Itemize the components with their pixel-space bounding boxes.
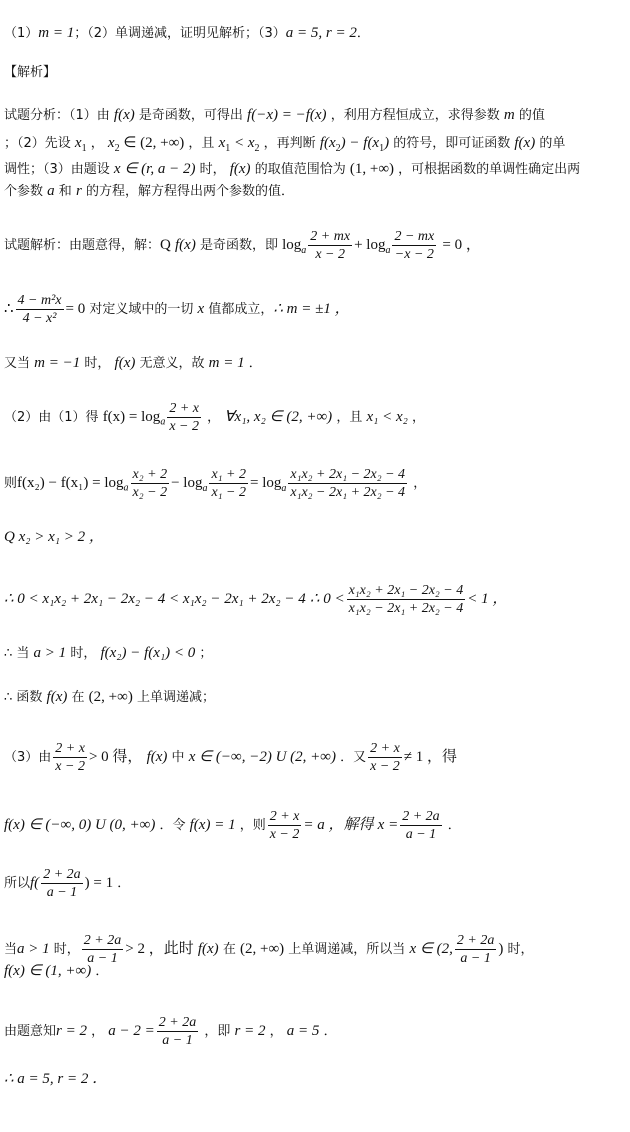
- solution-final-answer: ∴ a = 5, r = 2 ．: [4, 1071, 108, 1087]
- analysis-line-1: [4, 106, 626, 125]
- solution-paren: ): [498, 941, 504, 957]
- fraction: $\frac{\text{4 − m²x}}{\text{4 − x²}}$: [17, 293, 62, 326]
- solution-r: r = 2: [56, 1023, 87, 1039]
- solution-text: 是奇函数，即: [199, 238, 278, 253]
- solution-text: 试题解析：由题意得，解：: [4, 238, 161, 253]
- fraction: $\frac{2 + x}{x - 2}$: [169, 401, 199, 434]
- solution-range: f(x) ∈ (−∞, 0) U (0, +∞): [4, 817, 156, 833]
- solution-condition: a > 1: [33, 645, 67, 661]
- fraction: $\frac{\text{x₁x₂ + 2x₁ − 2x₂ − 4}}{\text{x₁x₂ − 2x₁ + 2x₂ − 4}}$: [348, 583, 464, 616]
- analysis-text: 的值: [518, 108, 545, 123]
- fraction: $\frac{2 + 2a}{a - 1}$: [83, 933, 122, 966]
- solution-text: 值都成立，: [208, 302, 274, 317]
- solution-text: 又当: [4, 356, 31, 371]
- solution-domain: x ∈ (−∞, −2) U (2, +∞): [188, 749, 336, 765]
- analysis-text: 调性；（3）由题设: [4, 162, 110, 177]
- solution-ineq: < 1 ，: [467, 591, 508, 607]
- analysis-x1-lt: x: [218, 135, 226, 151]
- solution-m-values: ∴ m = ±1 ，: [273, 301, 350, 317]
- analysis-text: 个参数: [4, 184, 44, 199]
- solution-eq: = 0: [65, 301, 86, 317]
- solution-line-6: [4, 528, 626, 547]
- solution-text: 无意义，故: [139, 356, 205, 371]
- solution-eq: a − 2 =: [108, 1023, 155, 1039]
- solution-text: ，即: [204, 1024, 231, 1039]
- solution-r: r = 2: [234, 1023, 266, 1039]
- solution-m: m = −1: [34, 355, 81, 371]
- solution-line-2: ∴ $\frac{\text{4 − m²x}}{\text{4 − x²}}$ = 0 对定义域中的一切 x 值都成立，∴ m = ±1 ，: [4, 293, 350, 326]
- solution-text: ，: [413, 476, 427, 491]
- solution-text: ．: [248, 356, 262, 371]
- solution-fx-def: f(x) = log: [102, 409, 161, 425]
- solution-text: 上单调递减；: [136, 690, 215, 705]
- fraction: $\frac{\text{x₁x₂ + 2x₁ − 2x₂ − 4}}{\text{x₁x₂ − 2x₁ + 2x₂ − 4}}$: [290, 467, 406, 500]
- analysis-diff: f(x: [319, 135, 336, 151]
- fraction: $\frac{2 + 2a}{a - 1}$: [158, 1015, 197, 1048]
- fraction: $\frac{2 + x}{x - 2}$: [370, 741, 400, 774]
- solution-text: = 0 ，: [442, 237, 481, 253]
- solution-interval: (2, +∞): [88, 689, 133, 705]
- solution-text: （3）由: [4, 750, 52, 765]
- analysis-text: 的方程，解方程得出两个参数的值．: [85, 184, 294, 199]
- solution-text: 时，: [53, 942, 80, 957]
- solution-ineq: f(x₂) − f(x₁) < 0: [100, 645, 196, 661]
- solution-text: ，: [207, 410, 221, 425]
- answer-line: [4, 24, 626, 43]
- fraction: $\frac{2 + mx}{x - 2}$: [310, 229, 351, 262]
- analysis-a: a: [47, 183, 55, 199]
- solution-x-domain: x ∈ (2,: [409, 941, 453, 957]
- solution-x: x: [197, 301, 205, 317]
- answer-m: m = 1: [38, 25, 75, 41]
- analysis-fx: f(x): [514, 135, 536, 151]
- analysis-text: 的符号，即可证函数: [393, 136, 511, 151]
- solution-text: ≠ 1 ，得: [403, 749, 458, 765]
- solution-text: 则: [4, 476, 18, 491]
- answer-part2: ；（2）单调递减，证明见解析；（3）: [74, 26, 286, 41]
- solution-x: x =: [377, 817, 399, 833]
- analysis-fx: f(x): [113, 107, 135, 123]
- solution-text: 所以: [4, 876, 31, 891]
- solution-text: ；: [199, 646, 213, 661]
- solution-text: = a ，解得: [303, 817, 374, 833]
- solution-text: ．: [117, 876, 131, 891]
- analysis-m: m: [503, 107, 515, 123]
- solution-text: ．又: [340, 750, 367, 765]
- solution-ineq: ∴ 0 <: [309, 591, 345, 607]
- solution-line-8: [4, 644, 626, 663]
- solution-diff: f(x₂) − f(x₁) = log: [17, 475, 124, 491]
- analysis-text: ；（2）先设: [4, 136, 71, 151]
- solution-text: ，且: [336, 410, 363, 425]
- analysis-text: ，且: [188, 136, 215, 151]
- analysis-range: ∈ (2, +∞): [123, 135, 185, 151]
- solution-line-10: [4, 740, 626, 775]
- analysis-text: 是奇函数，可得出: [138, 108, 243, 123]
- solution-text: ∴ 当: [4, 646, 30, 661]
- analysis-range-1inf: (1, +∞): [349, 161, 395, 177]
- section-header: 【解析】: [4, 65, 57, 80]
- fraction: $\frac{\text{x₁ + 2}}{\text{x₁ − 2}}$: [211, 467, 246, 500]
- solution-text: ．: [447, 818, 461, 833]
- solution-m: m = 1: [208, 355, 245, 371]
- fraction: $\frac{2 + 2a}{a - 1}$: [456, 933, 495, 966]
- analysis-text: ，再判断: [263, 136, 316, 151]
- analysis-x1: x: [74, 135, 82, 151]
- solution-line-4: （2）由（1）得 $f(x) = \log_a$ $\frac{2 + x}{x - 2}$ ， ∀x₁, x₂ ∈ (2, +∞) ，且 x₁ < x₂ ，: [4, 401, 425, 434]
- analysis-text: 和: [58, 184, 72, 199]
- solution-text: 中: [171, 750, 185, 765]
- fraction: $\frac{2 + x}{x - 2}$: [55, 741, 85, 774]
- solution-text: 对定义域中的一切: [89, 302, 194, 317]
- solution-text: > 0 得，: [88, 749, 143, 765]
- analysis-text: 的单: [539, 136, 566, 151]
- solution-text: 当: [4, 942, 18, 957]
- analysis-text: 时，: [199, 162, 226, 177]
- solution-condition: a > 1: [17, 941, 50, 957]
- solution-line-9: [4, 688, 626, 707]
- analysis-text: ，: [90, 136, 104, 151]
- solution-ineq-chain: ∴ 0 < x₁x₂ + 2x₁ − 2x₂ − 4 < x₁x₂ − 2x₁ + 2x₂ − 4: [4, 591, 306, 607]
- solution-text: > 2 ，此时: [125, 941, 194, 957]
- solution-text: ．: [323, 1024, 337, 1039]
- analysis-line-3: [4, 160, 626, 179]
- solution-ineq: x₁ < x₂: [366, 409, 408, 425]
- solution-text: ，则: [239, 818, 266, 833]
- analysis-x2: x: [107, 135, 115, 151]
- solution-a: a = 5: [286, 1023, 320, 1039]
- answer-part1: （1）: [4, 26, 39, 41]
- solution-fx: f(x): [114, 355, 136, 371]
- answer-end: ．: [356, 26, 370, 41]
- analysis-text: 的取值范围恰为: [254, 162, 346, 177]
- analysis-odd-eq: f(−x) = −f(x): [247, 107, 327, 123]
- solution-text: ∴ 函数: [4, 690, 43, 705]
- solution-text: 在: [222, 942, 236, 957]
- analysis-text: ，利用方程恒成立，求得参数: [330, 108, 500, 123]
- solution-text: ．: [95, 964, 109, 979]
- solution-text: 时，: [70, 646, 97, 661]
- fraction: $\frac{2 + x}{x - 2}$: [269, 809, 300, 842]
- fraction: $\frac{2 - mx}{-x - 2}$: [394, 229, 435, 262]
- solution-ineq: Q x₂ > x₁ > 2 ，: [4, 529, 104, 545]
- solution-line-7: [4, 582, 626, 617]
- solution-forall: ∀x₁, x₂ ∈ (2, +∞): [224, 409, 333, 425]
- analysis-r: r: [75, 183, 82, 199]
- analysis-text: ，可根据函数的单调性确定出两: [398, 162, 581, 177]
- solution-fx: f(x): [146, 749, 168, 765]
- solution-range: f(x) ∈ (1, +∞): [4, 963, 92, 979]
- solution-line-15: [4, 1014, 626, 1049]
- solution-text: ．令: [159, 818, 186, 833]
- analysis-line-4: [4, 182, 626, 201]
- solution-text: ，: [91, 1024, 105, 1039]
- solution-text: 由题意知: [4, 1024, 57, 1039]
- analysis-fx: f(x): [229, 161, 251, 177]
- solution-fx: f(x): [46, 689, 68, 705]
- solution-eq: ) = 1: [84, 875, 114, 891]
- solution-line-16: [4, 1070, 626, 1089]
- fraction: $\frac{2 + 2a}{a - 1}$: [402, 809, 440, 842]
- analysis-line-2: ；（2）先设 $x_1$ ， $x_2$ ∈ (2, +∞) ，且 $x_1 < x_2$ ，再判断 $f(x_2) - f(x_1)$ 的符号，即可证函数 f(x) 的单: [4, 135, 566, 154]
- solution-fx: f(x): [197, 941, 219, 957]
- solution-text: 在: [71, 690, 85, 705]
- analysis-text: 试题分析：（1）由: [4, 108, 110, 123]
- solution-interval: (2, +∞): [239, 941, 285, 957]
- solution-text: 时，: [84, 356, 111, 371]
- answer-ar: a = 5, r = 2: [285, 25, 357, 41]
- solution-text: ，: [269, 1024, 283, 1039]
- solution-line-5: 则$f(x_2) - f(x_1) = \log_a$ $\frac{\text{x₂ + 2}}{\text{x₂ − 2}}$ − $\log_a$ $\frac{\text{x₁ + 2}}{\text{x₁ − 2}}$ = $\log_a$ $\frac{\text{x₁x₂ + 2x₁ − 2x₂ − 4}}{\text{x₁x₂ − 2x₁ + 2x₂ − 4}}$ ，: [4, 467, 427, 500]
- solution-f: f(: [30, 875, 40, 891]
- analysis-x-domain: x ∈ (r, a − 2): [113, 161, 196, 177]
- fraction: $\frac{\text{x₂ + 2}}{\text{x₂ − 2}}$: [132, 467, 168, 500]
- solution-text: （2）由（1）得: [4, 410, 99, 425]
- solution-line-11: [4, 808, 626, 843]
- because-symbol: Q: [160, 237, 171, 253]
- solution-line-14: [4, 962, 626, 981]
- solution-text: 上单调递减，所以当: [288, 942, 406, 957]
- solution-text: 时，: [507, 942, 534, 957]
- solution-line-12: [4, 866, 626, 901]
- fraction: $\frac{2 + 2a}{a - 1}$: [43, 867, 81, 900]
- solution-line-1: 试题解析：由题意得，解：Q f(x) 是奇函数，即 $\log_a$ $\frac{2 + mx}{x - 2}$ + $\log_a$ $\frac{2 - mx}{-x - 2}$ = 0 ，: [4, 229, 481, 262]
- solution-fx: f(x): [175, 237, 196, 253]
- solution-line-3: [4, 354, 626, 373]
- solution-text: ，: [411, 410, 425, 425]
- solution-eq: f(x) = 1: [189, 817, 236, 833]
